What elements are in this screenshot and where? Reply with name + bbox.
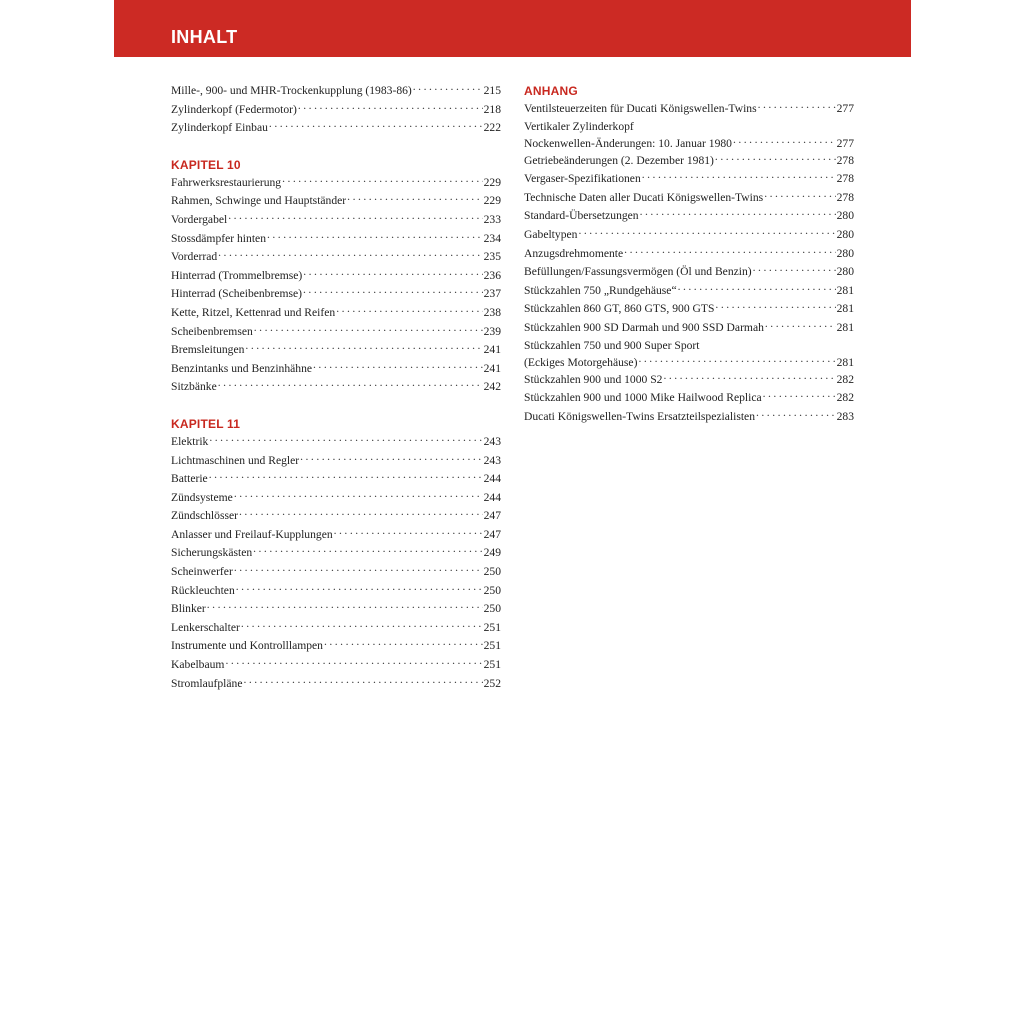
dot-leader xyxy=(245,341,482,353)
toc-entry-page: 243 xyxy=(483,434,501,448)
toc-entry[interactable] xyxy=(171,101,501,120)
dot-leader xyxy=(209,433,482,445)
dot-leader xyxy=(413,82,483,94)
toc-entry-page: 252 xyxy=(483,676,501,690)
toc-entry-page: 280 xyxy=(836,209,854,223)
toc-entry-title: Lenkerschalter xyxy=(171,620,240,634)
toc-entry-title: Stromlaufpläne xyxy=(171,676,243,690)
toc-entry[interactable] xyxy=(524,189,854,208)
toc-entry-title: Technische Daten aller Ducati Königswellen-Twins xyxy=(524,190,764,204)
dot-leader xyxy=(578,226,835,238)
toc-entry-title: Ventilsteuerzeiten für Ducati Königswellen-Twins xyxy=(524,102,757,115)
toc-entry-page: 229 xyxy=(483,175,501,189)
anhang-list xyxy=(524,100,854,426)
toc-entry[interactable] xyxy=(524,226,854,245)
dot-leader xyxy=(254,323,483,335)
toc-entry[interactable] xyxy=(171,452,501,471)
dot-leader xyxy=(756,408,836,420)
toc-entry[interactable] xyxy=(171,637,501,656)
toc-entry[interactable] xyxy=(171,675,501,694)
toc-entry-page: 229 xyxy=(483,194,501,208)
toc-entry-page: 244 xyxy=(483,490,501,504)
dot-leader xyxy=(298,101,483,113)
toc-entry-page: 281 xyxy=(836,283,854,297)
toc-entry[interactable] xyxy=(171,489,501,508)
toc-entry-page: 278 xyxy=(836,190,854,204)
toc-entry-title: (Eckiges Motorgehäuse) xyxy=(524,355,638,369)
toc-entry[interactable] xyxy=(171,360,501,379)
dot-leader xyxy=(253,544,482,556)
toc-entry[interactable] xyxy=(171,248,501,267)
toc-entry-title: Zündsysteme xyxy=(171,490,233,504)
toc-entry-title-line1: Vertikaler Zylinderkopf xyxy=(524,119,634,133)
toc-entry-title-line1: Stückzahlen 750 und 900 Super Sport xyxy=(524,338,700,352)
toc-entry-title: Anlasser und Freilauf-Kupplungen xyxy=(171,527,333,541)
toc-right-column xyxy=(524,82,854,426)
dot-leader xyxy=(303,285,483,297)
toc-entry-title: Vorderrad xyxy=(171,250,218,264)
toc-entry[interactable] xyxy=(171,192,501,211)
toc-entry-page: 250 xyxy=(483,602,501,616)
toc-entry-page: 282 xyxy=(836,391,854,405)
toc-entry-title: Stückzahlen 750 „Rundgehäuse“ xyxy=(524,283,677,297)
dot-leader xyxy=(234,489,483,501)
dot-leader xyxy=(753,263,836,275)
toc-entry[interactable] xyxy=(171,600,501,619)
toc-entry-title: Batterie xyxy=(171,472,208,486)
toc-entry-title: Anzugsdrehmomente xyxy=(524,246,624,260)
dot-leader xyxy=(763,389,836,401)
toc-entry[interactable] xyxy=(171,526,501,545)
dot-leader xyxy=(269,119,483,131)
toc-entry[interactable] xyxy=(524,152,854,171)
toc-entry-page: 249 xyxy=(483,546,501,560)
toc-left-column xyxy=(171,82,501,693)
toc-entry-page: 242 xyxy=(483,380,501,394)
toc-entry[interactable] xyxy=(171,563,501,582)
toc-entry-page: 281 xyxy=(836,320,854,334)
kapitel-10-list xyxy=(171,174,501,397)
dot-leader xyxy=(640,207,836,219)
dot-leader xyxy=(243,675,482,687)
toc-entry-page: 281 xyxy=(836,302,854,316)
toc-entry-title: Getriebeänderungen (2. Dezember 1981) xyxy=(524,153,714,167)
toc-entry-page: 280 xyxy=(836,227,854,241)
toc-entry-title: Fahrwerksrestaurierung xyxy=(171,175,282,189)
toc-entry-title: Rahmen, Schwinge und Hauptständer xyxy=(171,194,347,208)
toc-entry[interactable] xyxy=(524,263,854,282)
toc-entry-title: Vergaser-Spezifikationen xyxy=(524,172,641,186)
header-bar xyxy=(114,0,911,57)
toc-entry-page: 243 xyxy=(483,453,501,467)
toc-entry-title: Sitzbänke xyxy=(171,380,217,394)
dot-leader xyxy=(324,637,483,649)
toc-entry[interactable] xyxy=(171,507,501,526)
dot-leader xyxy=(209,470,483,482)
toc-entry-page: 277 xyxy=(836,102,854,115)
toc-entry-title: Benzintanks und Benzinhähne xyxy=(171,361,313,375)
toc-entry[interactable] xyxy=(171,341,501,360)
toc-entry-page: 251 xyxy=(483,639,501,653)
toc-entry-page: 250 xyxy=(483,583,501,597)
dot-leader xyxy=(715,152,836,164)
toc-entry[interactable] xyxy=(524,389,854,408)
toc-entry-title: Gabeltypen xyxy=(524,227,578,241)
dot-leader xyxy=(758,100,836,112)
toc-entry[interactable] xyxy=(171,285,501,304)
toc-entry-title: Befüllungen/Fassungsvermögen (Öl und Benzin) xyxy=(524,265,752,279)
toc-entry-title: Elektrik xyxy=(171,434,209,448)
toc-entry-page: 236 xyxy=(483,268,501,282)
toc-entry[interactable] xyxy=(524,408,854,427)
dot-leader xyxy=(642,170,836,182)
kapitel-11-list xyxy=(171,433,501,693)
dot-leader xyxy=(678,282,836,294)
toc-entry-page: 278 xyxy=(836,153,854,167)
toc-entry-page: 215 xyxy=(483,84,501,97)
toc-entry-title: Stückzahlen 900 SD Darmah und 900 SSD Darmah xyxy=(524,320,764,334)
toc-entry-title: Vordergabel xyxy=(171,212,228,226)
toc-entry-page: 233 xyxy=(483,212,501,226)
toc-entry-page: 247 xyxy=(483,509,501,523)
toc-entry-page: 222 xyxy=(483,121,501,135)
toc-entry[interactable] xyxy=(171,211,501,230)
toc-entry-title: Scheinwerfer xyxy=(171,565,233,579)
dot-leader xyxy=(336,304,482,316)
kapitel-10-heading: KAPITEL 10 xyxy=(171,157,241,172)
toc-entry-page: 278 xyxy=(836,172,854,186)
toc-entry-page: 237 xyxy=(483,287,501,301)
dot-leader xyxy=(282,174,483,186)
dot-leader xyxy=(733,135,836,147)
toc-entry-page: 250 xyxy=(483,565,501,579)
toc-entry-title: Zündschlösser xyxy=(171,509,238,523)
toc-entry[interactable] xyxy=(524,207,854,226)
dot-leader xyxy=(764,189,835,201)
toc-entry[interactable] xyxy=(171,582,501,601)
toc-entry-title: Zylinderkopf Einbau xyxy=(171,121,268,135)
dot-leader xyxy=(207,600,483,612)
toc-entry-page: 241 xyxy=(483,361,501,375)
toc-entry-title: Stossdämpfer hinten xyxy=(171,231,266,245)
dot-leader xyxy=(241,619,483,631)
toc-entry-page: 283 xyxy=(836,409,854,423)
toc-entry-page: 280 xyxy=(836,265,854,279)
dot-leader xyxy=(225,656,482,668)
toc-entry-page: 251 xyxy=(483,658,501,672)
dot-leader xyxy=(303,267,482,279)
toc-entry-page: 241 xyxy=(483,343,501,357)
toc-entry-page: 235 xyxy=(483,250,501,264)
toc-entry[interactable] xyxy=(171,433,501,452)
toc-entry[interactable] xyxy=(171,82,501,101)
anhang-heading: ANHANG xyxy=(524,84,578,98)
dot-leader xyxy=(624,245,835,257)
toc-entry[interactable] xyxy=(171,656,501,675)
toc-entry-page: 244 xyxy=(483,472,501,486)
toc-entry-page: 277 xyxy=(836,136,854,150)
toc-entry-title: Kabelbaum xyxy=(171,658,225,672)
toc-entry-page: 282 xyxy=(836,372,854,386)
dot-leader xyxy=(218,248,482,260)
dot-leader xyxy=(638,354,835,366)
toc-entry[interactable] xyxy=(171,230,501,249)
toc-entry-title: Instrumente und Kontrolllampen xyxy=(171,639,323,653)
toc-entry[interactable] xyxy=(524,170,854,189)
toc-entry-title: Stückzahlen 860 GT, 860 GTS, 900 GTS xyxy=(524,302,715,316)
dot-leader xyxy=(218,378,483,390)
toc-entry-page: 247 xyxy=(483,527,501,541)
toc-entry[interactable] xyxy=(524,319,854,338)
toc-entry[interactable] xyxy=(171,174,501,193)
toc-entry-title: Sicherungskästen xyxy=(171,546,253,560)
toc-entry-title: Scheibenbremsen xyxy=(171,324,253,338)
toc-entry[interactable] xyxy=(524,338,854,371)
toc-entry-page: 218 xyxy=(483,102,501,116)
toc-entry-title: Zylinderkopf (Federmotor) xyxy=(171,102,297,116)
toc-entry-title: Lichtmaschinen und Regler xyxy=(171,453,300,467)
dot-leader xyxy=(239,507,483,519)
toc-entry-page: 234 xyxy=(483,231,501,245)
toc-entry[interactable] xyxy=(524,300,854,319)
toc-entry-title: Standard-Übersetzungen xyxy=(524,209,639,223)
toc-entry-title: Rückleuchten xyxy=(171,583,235,597)
toc-entry-title: Stückzahlen 900 und 1000 S2 xyxy=(524,372,663,386)
toc-entry-page: 251 xyxy=(483,620,501,634)
dot-leader xyxy=(300,452,482,464)
toc-entry[interactable] xyxy=(524,245,854,264)
toc-entry[interactable] xyxy=(171,323,501,342)
toc-entry[interactable] xyxy=(171,267,501,286)
toc-entry-title: Mille-, 900- und MHR-Trockenkupplung (1983-86) xyxy=(171,84,412,97)
toc-entry[interactable] xyxy=(171,470,501,489)
dot-leader xyxy=(334,526,483,538)
toc-entry-title: Blinker xyxy=(171,602,206,616)
toc-entry-title: Hinterrad (Trommelbremse) xyxy=(171,268,303,282)
page-title: INHALT xyxy=(171,27,238,47)
toc-entry[interactable] xyxy=(171,544,501,563)
toc-intro-list xyxy=(171,82,501,138)
toc-entry[interactable] xyxy=(171,619,501,638)
toc-entry[interactable] xyxy=(171,119,501,138)
dot-leader xyxy=(313,360,483,372)
toc-entry-title: Nockenwellen-Änderungen: 10. Januar 1980 xyxy=(524,136,732,150)
dot-leader xyxy=(715,300,835,312)
dot-leader xyxy=(228,211,482,223)
toc-entry-title: Kette, Ritzel, Kettenrad und Reifen xyxy=(171,305,336,319)
dot-leader xyxy=(347,192,482,204)
dot-leader xyxy=(765,319,836,331)
dot-leader xyxy=(267,230,483,242)
toc-entry-title: Stückzahlen 900 und 1000 Mike Hailwood Replica xyxy=(524,391,762,405)
toc-entry-page: 239 xyxy=(483,324,501,338)
toc-entry-title: Ducati Königswellen-Twins Ersatzteilspezialisten xyxy=(524,409,755,423)
toc-entry[interactable] xyxy=(524,371,854,390)
toc-entry[interactable] xyxy=(171,378,501,397)
toc-entry[interactable] xyxy=(524,100,854,119)
toc-entry[interactable] xyxy=(171,304,501,323)
dot-leader xyxy=(234,563,483,575)
toc-entry-page: 238 xyxy=(483,305,501,319)
dot-leader xyxy=(663,371,835,383)
dot-leader xyxy=(236,582,483,594)
kapitel-11-heading: KAPITEL 11 xyxy=(171,416,241,431)
toc-entry-page: 280 xyxy=(836,246,854,260)
toc-entry-page: 281 xyxy=(836,355,854,369)
toc-entry[interactable] xyxy=(524,119,854,152)
toc-entry[interactable] xyxy=(524,282,854,301)
toc-entry-title: Hinterrad (Scheibenbremse) xyxy=(171,287,303,301)
toc-entry-title: Bremsleitungen xyxy=(171,343,245,357)
